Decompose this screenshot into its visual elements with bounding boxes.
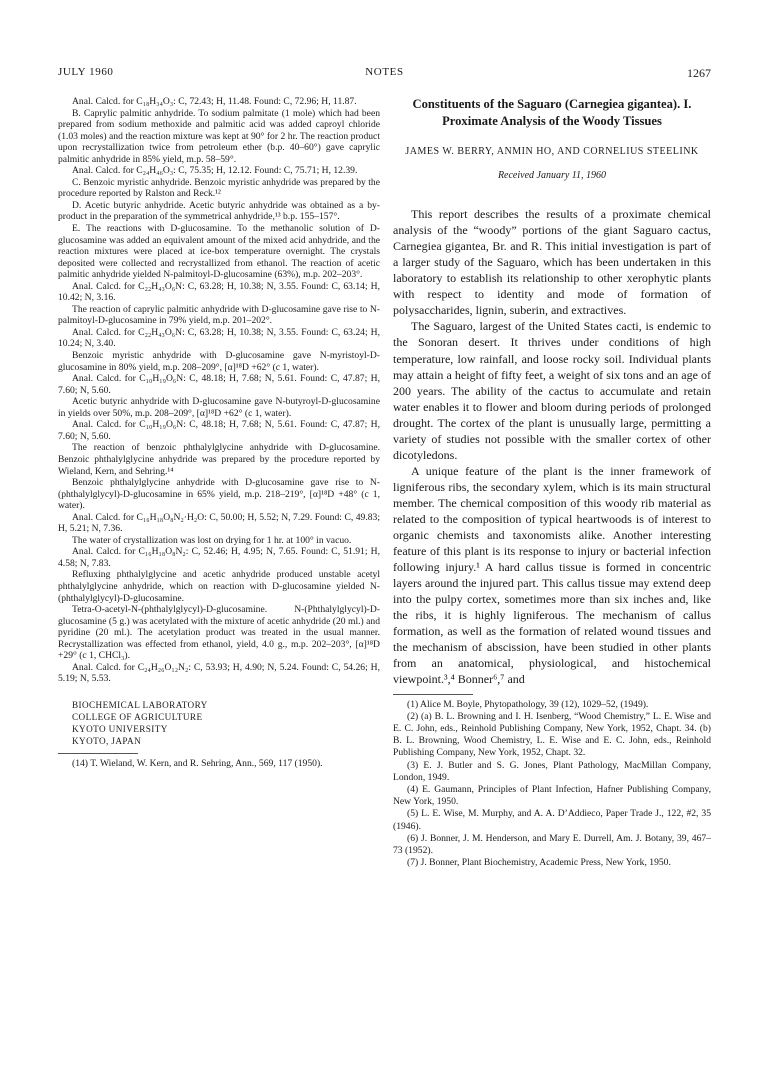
author-affiliation xyxy=(72,699,380,747)
article-authors: JAMES W. BERRY, ANMIN HO, AND CORNELIUS STEELINK xyxy=(405,146,699,157)
references-divider xyxy=(393,694,473,695)
footnote: (14) T. Wieland, W. Kern, and R. Sehring, Ann., 569, 117 (1950). xyxy=(72,757,323,769)
analysis-paragraph: Anal. Calcd. for C₁₈H₃₄O₃: C, 72.43; H, 11.48. Found: C, 72.96; H, 11.87. xyxy=(72,96,357,107)
analysis-paragraph: Anal. Calcd. for C₂₂H₄₃O₆N: C, 63.28; H, 10.38; N, 3.55. Found: C, 63.24; H, 10.24; N, 3.40. xyxy=(58,326,380,350)
procedure-paragraph: Refluxing phthalylglycine and acetic anhydride produced unstable acetyl phthalylglycine anhydride, which on reaction with D-glucosamine yielded N-(phthalylglycyl)-D-glucosamine. xyxy=(58,569,380,604)
body-paragraph: The Saguaro, largest of the United States cacti, is endemic to the Sonoran desert. It thrives under conditions of high temperature, low rainfall, and loose rocky soil. Individual plants may attain a height of fifty feet, a weight of six tons and an age of 200 years. The ability of the cactus to accumulate and retain water enables it to flower and bloom during periods of prolonged drought. The cortex of the plant is unusually large, permitting a variety of studies not possible with the smaller cortex of other dicotyledons. xyxy=(393,319,711,462)
running-header xyxy=(58,66,711,82)
analysis-paragraph: Anal. Calcd. for C₁₀H₁₉O₆N: C, 48.18; H, 7.68; N, 5.61. Found: C, 47.87; H, 7.60; N, 5.60. xyxy=(58,419,380,442)
procedure-paragraph: The water of crystallization was lost on drying for 1 hr. at 100° in vacuo. xyxy=(72,534,352,546)
article-title: Constituents of the Saguaro (Carnegiea gigantea). I. Proximate Analysis of the Woody Tissues xyxy=(412,97,692,128)
procedure-paragraph: The reaction of caprylic palmitic anhydride with D-glucosamine gave rise to N-palmitoyl-D-glucosamine in 79% yield, m.p. 201–202°. xyxy=(58,303,380,327)
procedure-paragraph: E. The reactions with D-glucosamine. To the methanolic solution of D-glucosamine was added an equivalent amount of the mixed acid anhydride, and the reaction mixtures were placed at ice-box temperature overnight. The crystals deposited were collected and recrystallized from ethanol. The reaction of acetic palmitic anhydride yielded N-palmitoyl-D-glucosamine (63%), m.p. 202–203°. xyxy=(58,223,380,281)
affiliation-line: COLLEGE OF AGRICULTURE xyxy=(72,711,203,722)
analysis-paragraph: Anal. Calcd. for C₂₄H₂₆O₁₂N₂: C, 53.93; H, 4.90; N, 5.24. Found: C, 54.26; H, 5.19; N, 5.53. xyxy=(58,661,380,685)
reference-item: (3) E. J. Butler and S. G. Jones, Plant Pathology, MacMillan Company, London, 1949. xyxy=(393,759,711,783)
reference-item: (7) J. Bonner, Plant Biochemistry, Academic Press, New York, 1950. xyxy=(407,857,671,869)
procedure-paragraph: B. Caprylic palmitic anhydride. To sodium palmitate (1 mole) which had been prepared from sodium methoxide and palmitic acid was added caproyl chloride (1.03 moles) and the reaction mixture was kept at 90° for 2 hr. The reaction product upon recrystallization twice from petroleum ether (b.p. 40–60°) gave caprylic palmitic anhydride in 85% yield, m.p. 58–59°. xyxy=(58,107,380,165)
reference-item: (5) L. E. Wise, M. Murphy, and A. A. D’Addieco, Paper Trade J., 122, #2, 35 (1946). xyxy=(393,808,711,832)
analysis-paragraph: Anal. Calcd. for C₁₆H₁₈O₈N₂: C, 52.46; H, 4.95; N, 7.65. Found: C, 51.91; H, 4.58; N, 7.83. xyxy=(58,546,380,569)
affiliation-line: KYOTO, JAPAN xyxy=(72,735,142,746)
body-paragraph: This report describes the results of a proximate chemical analysis of the “woody” portions of the giant Saguaro cactus, Carnegiea gigantea, Br. and R. This initial investigation is part of a larger study of the Saguaro, which has been undertaken in this laboratory to establish its relationship to other xerophytic plants with respect to identity and mode of formation of polysaccharides, lignin, suberin, and extractives. xyxy=(393,207,711,318)
affiliation-line: KYOTO UNIVERSITY xyxy=(72,723,168,734)
analysis-paragraph: Anal. Calcd. for C₁₀H₁₉O₆N: C, 48.18; H, 7.68; N, 5.61. Found: C, 47.87; H, 7.60; N, 5.60. xyxy=(58,373,380,396)
affiliation-line: BIOCHEMICAL LABORATORY xyxy=(72,699,208,710)
analysis-paragraph: Anal. Calcd. for C₁₆H₁₈O₈N₂·H₂O: C, 50.00; H, 5.52; N, 7.29. Found: C, 49.83; H, 5.21; N, 7.36. xyxy=(58,511,380,535)
analysis-paragraph: Anal. Calcd. for C₂₄H₄₆O₃: C, 75.35; H, 12.12. Found: C, 75.71; H, 12.39. xyxy=(72,165,358,177)
header-date: JULY 1960 xyxy=(58,66,114,78)
footnote-divider xyxy=(58,753,138,754)
body-paragraph: A unique feature of the plant is the inner framework of ligniferous ribs, the secondary xylem, which is its main structural member. The chemical composition of this woody rib material as related to the composition of typical heartwoods is of interest to organic chemists and taxonomists alike. Another interesting feature of this plant is its response to injury or bacterial infection following injury.¹ A hard callus tissue is formed in concentric layers around the injured part. This callus tissue may extend deep into the pulpy cortex, sometimes more than six inches and, like the ribs, it is highly ligniferous. The mechanism of callus formation, as well as the formation of related wound tissues and the mechanism of abscission, have been studied in other plants from an anatomical, physiological, and histochemical viewpoint.³,⁴ Bonner⁶,⁷ and xyxy=(393,463,711,687)
procedure-paragraph: D. Acetic butyric anhydride. Acetic butyric anhydride was obtained as a by-product in the preparation of the symmetrical anhydride,¹³ b.p. 155–157°. xyxy=(58,199,380,223)
references xyxy=(393,694,711,870)
reference-item: (1) Alice M. Boyle, Phytopathology, 39 (12), 1029–52, (1949). xyxy=(407,698,649,710)
procedure-paragraph: C. Benzoic myristic anhydride. Benzoic myristic anhydride was prepared by the procedure reported by Ralston and Reck.¹² xyxy=(58,176,380,200)
reference-item: (2) (a) B. L. Browning and I. H. Isenberg, “Wood Chemistry,” L. E. Wise and E. C. John, eds., Reinhold Publishing Company, New York, 1952, Chapt. 34. (b) B. L. Browning, Wood Chemistry, L. E. Wise and E. C. John, eds., Reinhold Publishing Company, New York, 1952, Chapt. 32. xyxy=(393,710,711,759)
reference-item: (6) J. Bonner, J. M. Henderson, and Mary E. Durrell, Am. J. Botany, 39, 467–73 (1952). xyxy=(393,832,711,856)
received-date: Received January 11, 1960 xyxy=(497,170,607,182)
analysis-paragraph: Anal. Calcd. for C₂₂H₄₃O₆N: C, 63.28; H, 10.38; N, 3.55. Found: C, 63.14; H, 10.42; N, 3.16. xyxy=(58,280,380,304)
header-section: NOTES xyxy=(365,66,404,78)
page-number: 1267 xyxy=(687,66,711,80)
procedure-paragraph: The reaction of benzoic phthalylglycine anhydride with D-glucosamine. Benzoic phthalylglycine anhydride was prepared by the procedure reported by Wieland, Kern, and Sehring.¹⁴ xyxy=(58,442,380,477)
reference-item: (4) E. Gaumann, Principles of Plant Infection, Hafner Publishing Company, New York, 1950. xyxy=(393,783,711,808)
procedure-paragraph: Benzoic phthalylglycine anhydride with D-glucosamine gave rise to N-(phthalylglycyl)-D-glucosamine in 65% yield, m.p. 218–219°, [α]¹⁸D +48° (c 1, water). xyxy=(58,477,380,512)
right-column xyxy=(393,96,711,869)
procedure-paragraph: Benzoic myristic anhydride with D-glucosamine gave N-myristoyl-D-glucosamine in 80% yield, m.p. 208–209°, [α]¹⁸D +62° (c 1, water). xyxy=(58,350,380,373)
procedure-paragraph: Acetic butyric anhydride with D-glucosamine gave N-butyroyl-D-glucosamine in yields over 50%, m.p. 208–209°, [α]¹⁸D +62° (c 1, water). xyxy=(58,396,380,419)
procedure-paragraph: Tetra-O-acetyl-N-(phthalylglycyl)-D-glucosamine. N-(Phthalylglycyl)-D-glucosamine (5 g.) was acetylated with the mixture of acetic anhydride (20 ml.) and pyridine (20 ml.). The acetylation product was treated in the usual manner. Recrystallization was effected from ethanol, yield, 4.0 g., m.p. 202–203°, [α]¹⁸D +29° (c 1, CHCl₃). xyxy=(58,604,380,662)
left-column xyxy=(58,96,380,769)
spacer xyxy=(393,184,711,206)
